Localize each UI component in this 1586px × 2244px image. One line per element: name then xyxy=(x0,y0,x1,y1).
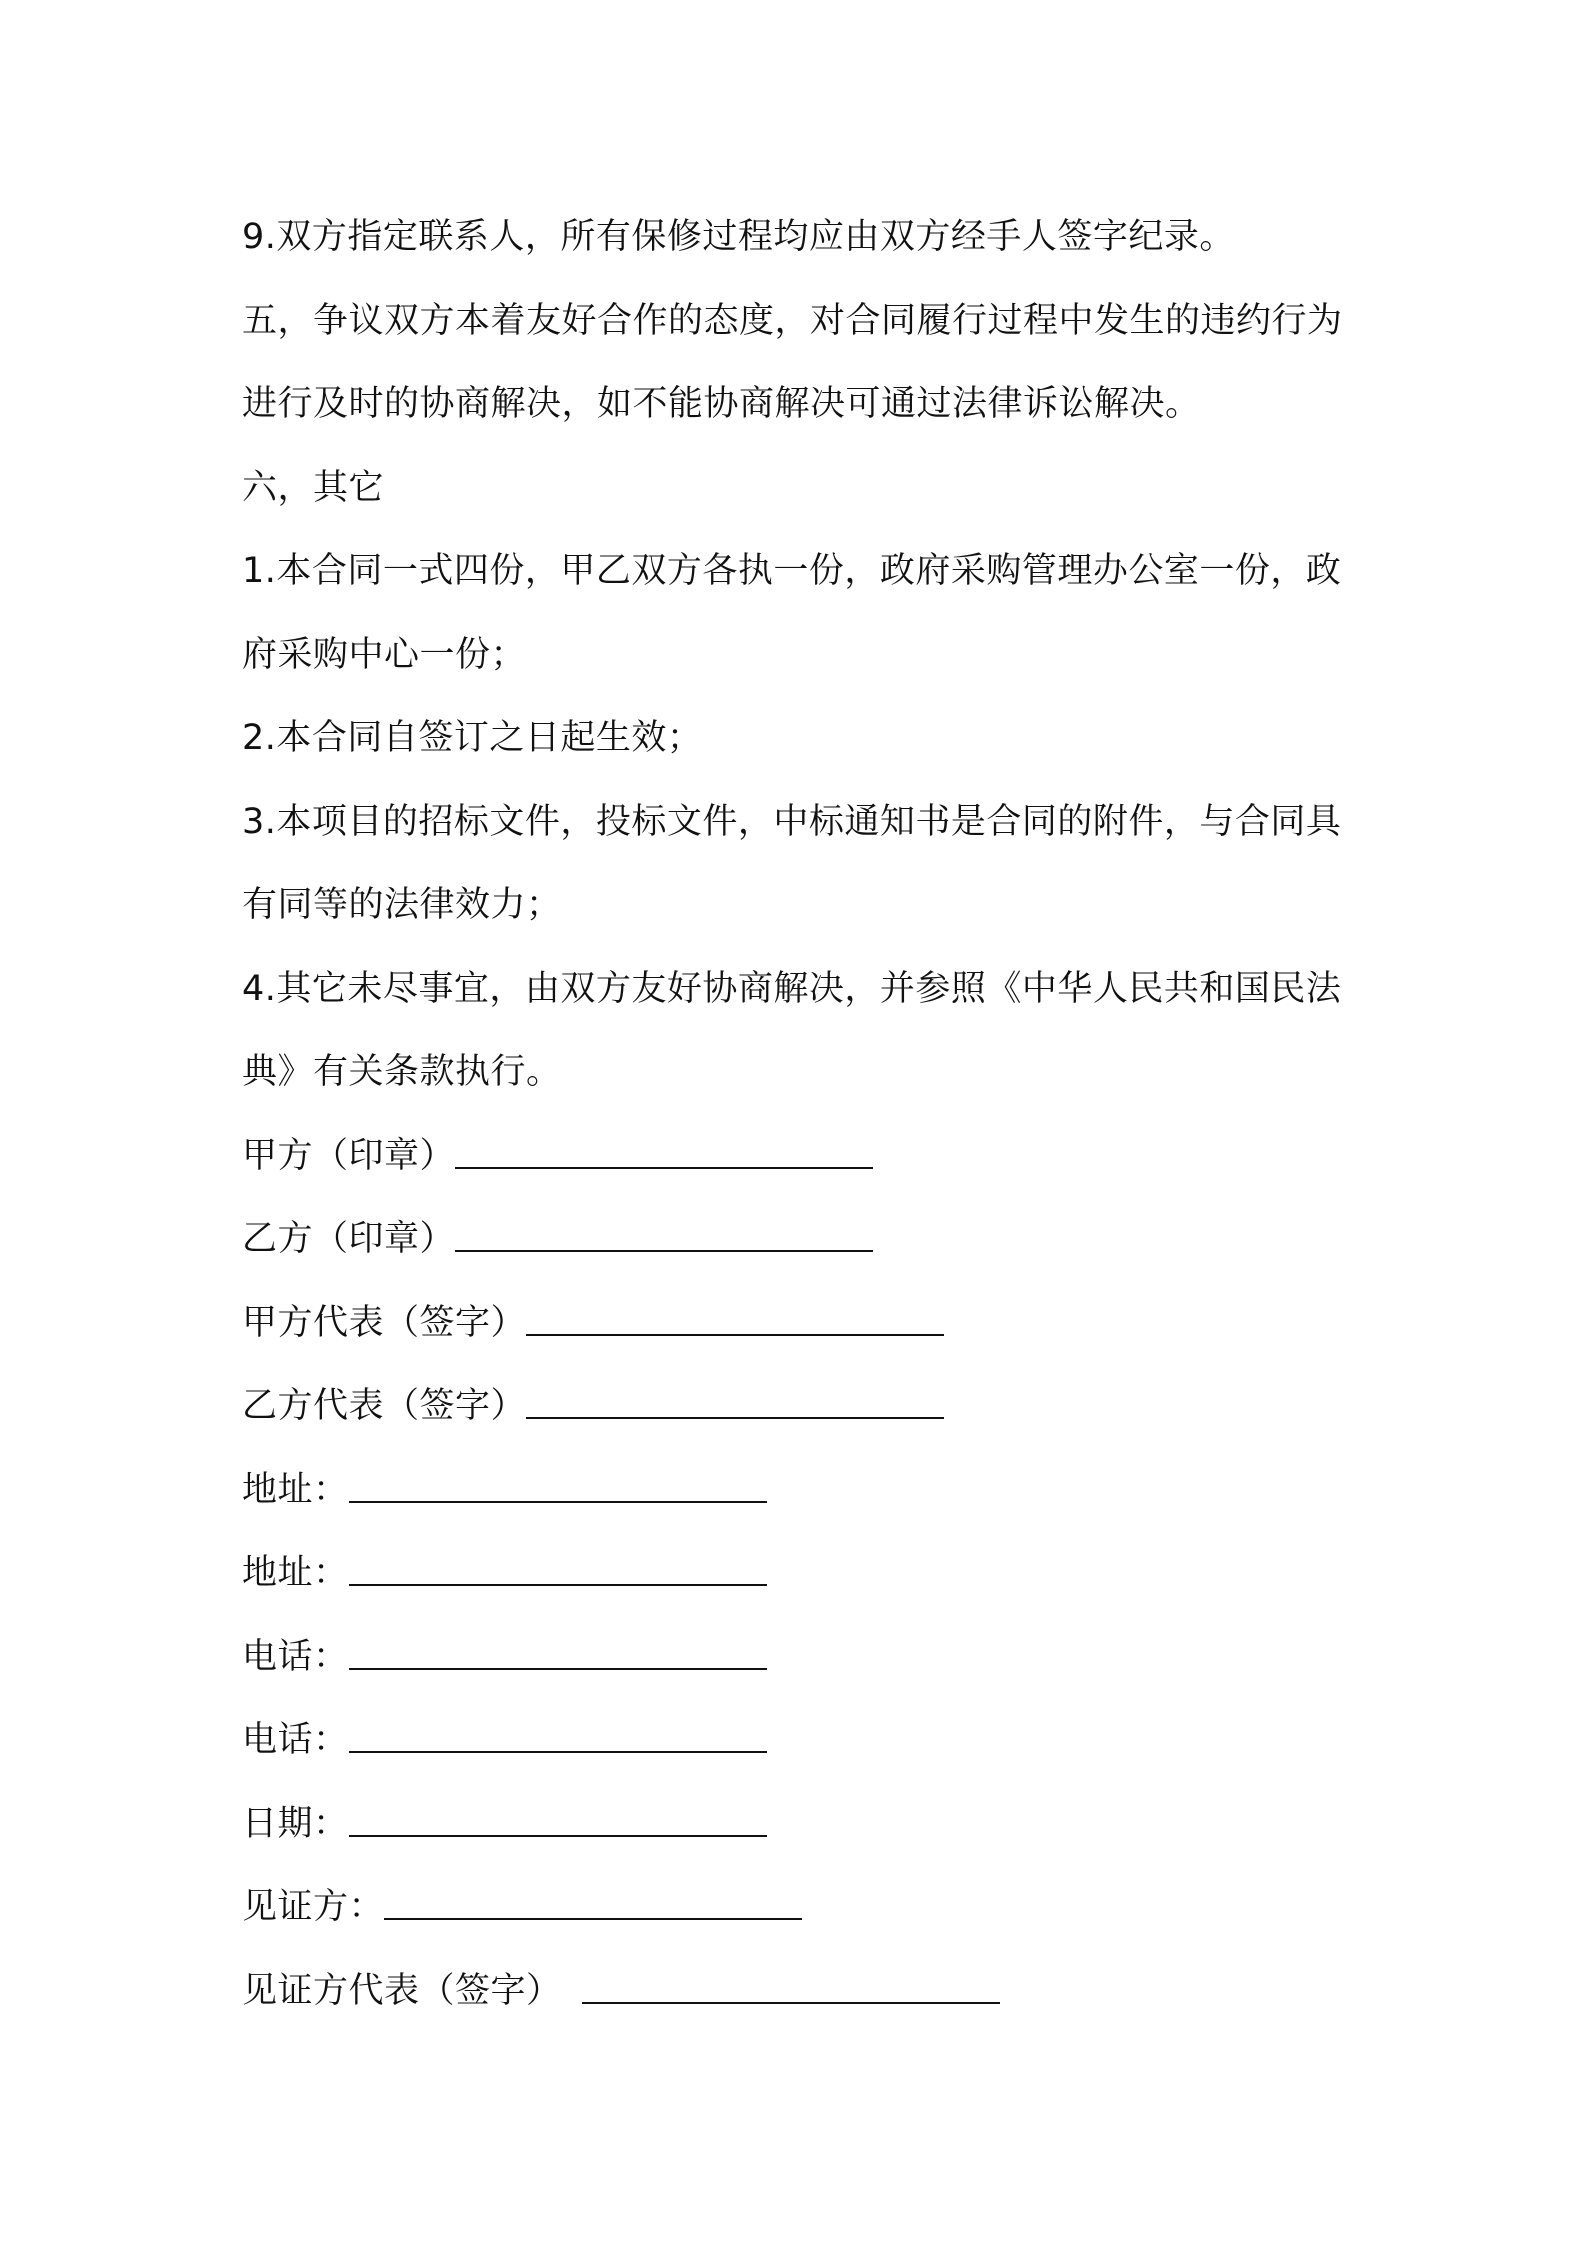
phone-blank-1[interactable] xyxy=(349,1668,767,1670)
witness-label: 见证方： xyxy=(242,1887,385,1927)
date-label: 日期： xyxy=(242,1803,349,1844)
other-clause-1: 1.本合同一式四份，甲乙双方各执一份，政府采购管理办公室一份，政府采购中心一份； xyxy=(242,551,1342,675)
party-a-rep-field xyxy=(242,1282,1362,1366)
party-a-seal-label: 甲方（印章） xyxy=(242,1135,456,1176)
phone-blank-2[interactable] xyxy=(349,1751,767,1753)
party-a-seal-field xyxy=(242,1115,1362,1199)
address-blank-1[interactable] xyxy=(349,1501,767,1503)
address-field-2 xyxy=(242,1532,1362,1616)
other-clause-3: 3.本项目的招标文件，投标文件，中标通知书是合同的附件，与合同具有同等的法律效力； xyxy=(242,801,1342,925)
other-clause-4: 4.其它未尽事宜，由双方友好协商解决，并参照《中华人民共和国民法典》有关条款执行。 xyxy=(242,968,1342,1092)
date-blank[interactable] xyxy=(349,1835,767,1837)
party-b-rep-field xyxy=(242,1365,1362,1449)
witness-blank[interactable] xyxy=(384,1918,802,1920)
party-b-seal-field xyxy=(242,1198,1362,1282)
party-a-seal-blank[interactable] xyxy=(455,1167,873,1169)
party-b-seal-blank[interactable] xyxy=(455,1250,873,1252)
witness-rep-blank[interactable] xyxy=(582,2002,1000,2004)
date-field xyxy=(242,1783,1362,1867)
phone-label-2: 电话： xyxy=(242,1720,349,1760)
section-other-heading: 六，其它 xyxy=(242,467,385,508)
address-label-1: 地址： xyxy=(242,1469,349,1510)
clause-dispute: 五，争议双方本着友好合作的态度，对合同履行过程中发生的违约行为进行及时的协商解决，如不能协商解决可通过法律诉讼解决。 xyxy=(242,300,1343,424)
party-b-seal-label: 乙方（印章） xyxy=(242,1219,456,1259)
party-a-rep-blank[interactable] xyxy=(526,1334,944,1336)
clause-9: 9.双方指定联系人，所有保修过程均应由双方经手人签字纪录。 xyxy=(242,217,1235,257)
party-b-rep-label: 乙方代表（签字） xyxy=(242,1386,527,1426)
phone-field-2 xyxy=(242,1699,1362,1783)
contract-body xyxy=(242,196,1362,2033)
other-clause-2: 2.本合同自签订之日起生效； xyxy=(242,718,703,758)
party-a-rep-label: 甲方代表（签字） xyxy=(242,1302,527,1343)
phone-label-1: 电话： xyxy=(242,1636,349,1677)
party-b-rep-blank[interactable] xyxy=(526,1417,944,1419)
address-field-1 xyxy=(242,1449,1362,1533)
witness-rep-label: 见证方代表（签字） xyxy=(242,1970,562,2011)
witness-rep-field xyxy=(242,1950,1362,2034)
address-label-2: 地址： xyxy=(242,1553,349,1593)
address-blank-2[interactable] xyxy=(349,1584,767,1586)
phone-field-1 xyxy=(242,1616,1362,1700)
witness-field xyxy=(242,1866,1362,1950)
